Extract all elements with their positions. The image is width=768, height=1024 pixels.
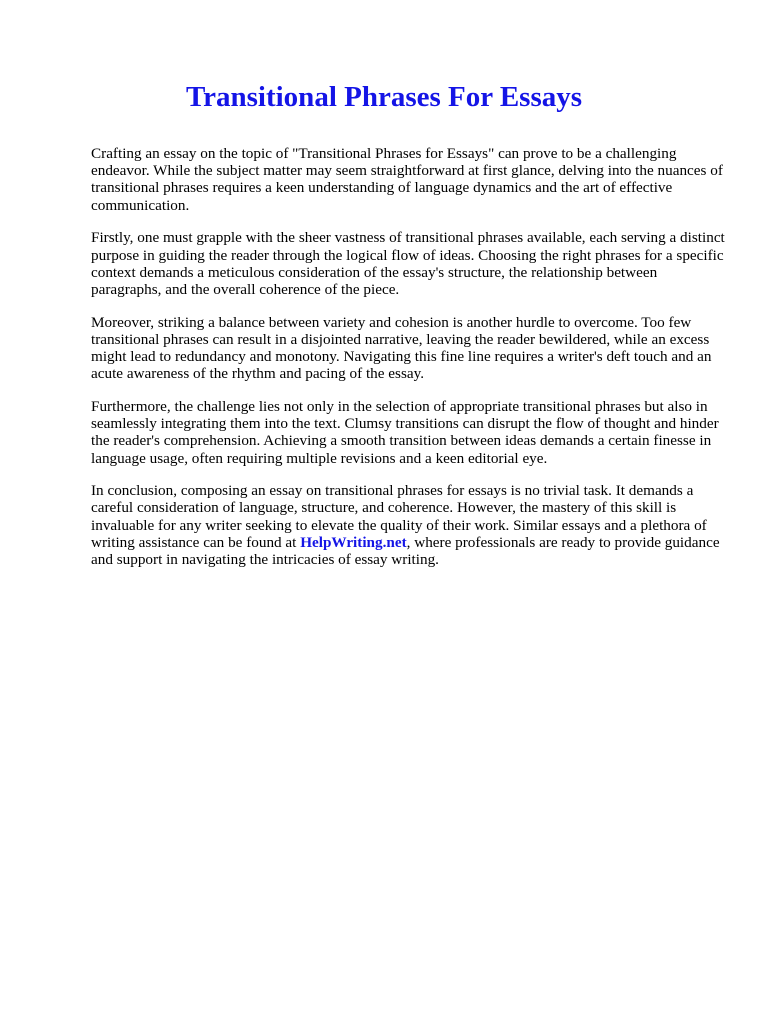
- conclusion-text-before-link: In conclusion, composing an essay on transitional phrases for essays is no trivial task. It demands a careful consideration of language, structure, and coherence. However, the mastery of this skill is invaluable for any writer seeking to elevate the quality of their work. Similar essays and a plethora of writing assistance can be found at: [91, 482, 707, 551]
- paragraph-intro: Crafting an essay on the topic of "Transitional Phrases for Essays" can prove to be a challenging endeavor. While the subject matter may seem straightforward at first glance, delving into the nuances of transitional phrases requires a keen understanding of language dynamics and the art of effective communication.: [91, 145, 723, 214]
- paragraph-conclusion: [91, 482, 731, 568]
- document-title: Transitional Phrases For Essays: [185, 81, 583, 113]
- paragraph-furthermore: Furthermore, the challenge lies not only in the selection of appropriate transitional phrases but also in seamlessly integrating them into the text. Clumsy transitions can disrupt the flow of thought and hinder the reader's comprehension. Achieving a smooth transition between ideas demands a certain finesse in language usage, often requiring multiple revisions and a keen editorial eye.: [91, 397, 719, 467]
- paragraph-firstly: Firstly, one must grapple with the sheer vastness of transitional phrases available, each serving a distinct purpose in guiding the reader through the logical flow of ideas. Choosing the right phrases for a specific context demands a meticulous consideration of the essay's structure, the relationship between paragraphs, and the overall coherence of the piece.: [91, 229, 725, 298]
- document-body: [91, 145, 731, 584]
- paragraph-moreover: Moreover, striking a balance between variety and cohesion is another hurdle to overcome. Too few transitional phrases can result in a disjointed narrative, leaving the reader bewildered, while an excess might lead to redundancy and monotony. Navigating this fine line requires a writer's deft touch and an acute awareness of the rhythm and pacing of the essay.: [91, 313, 712, 383]
- helpwriting-link[interactable]: HelpWriting.net: [300, 533, 407, 551]
- conclusion-text-after-link: , where professionals are ready to provide guidance and support in navigating the intricacies of essay writing.: [91, 533, 720, 569]
